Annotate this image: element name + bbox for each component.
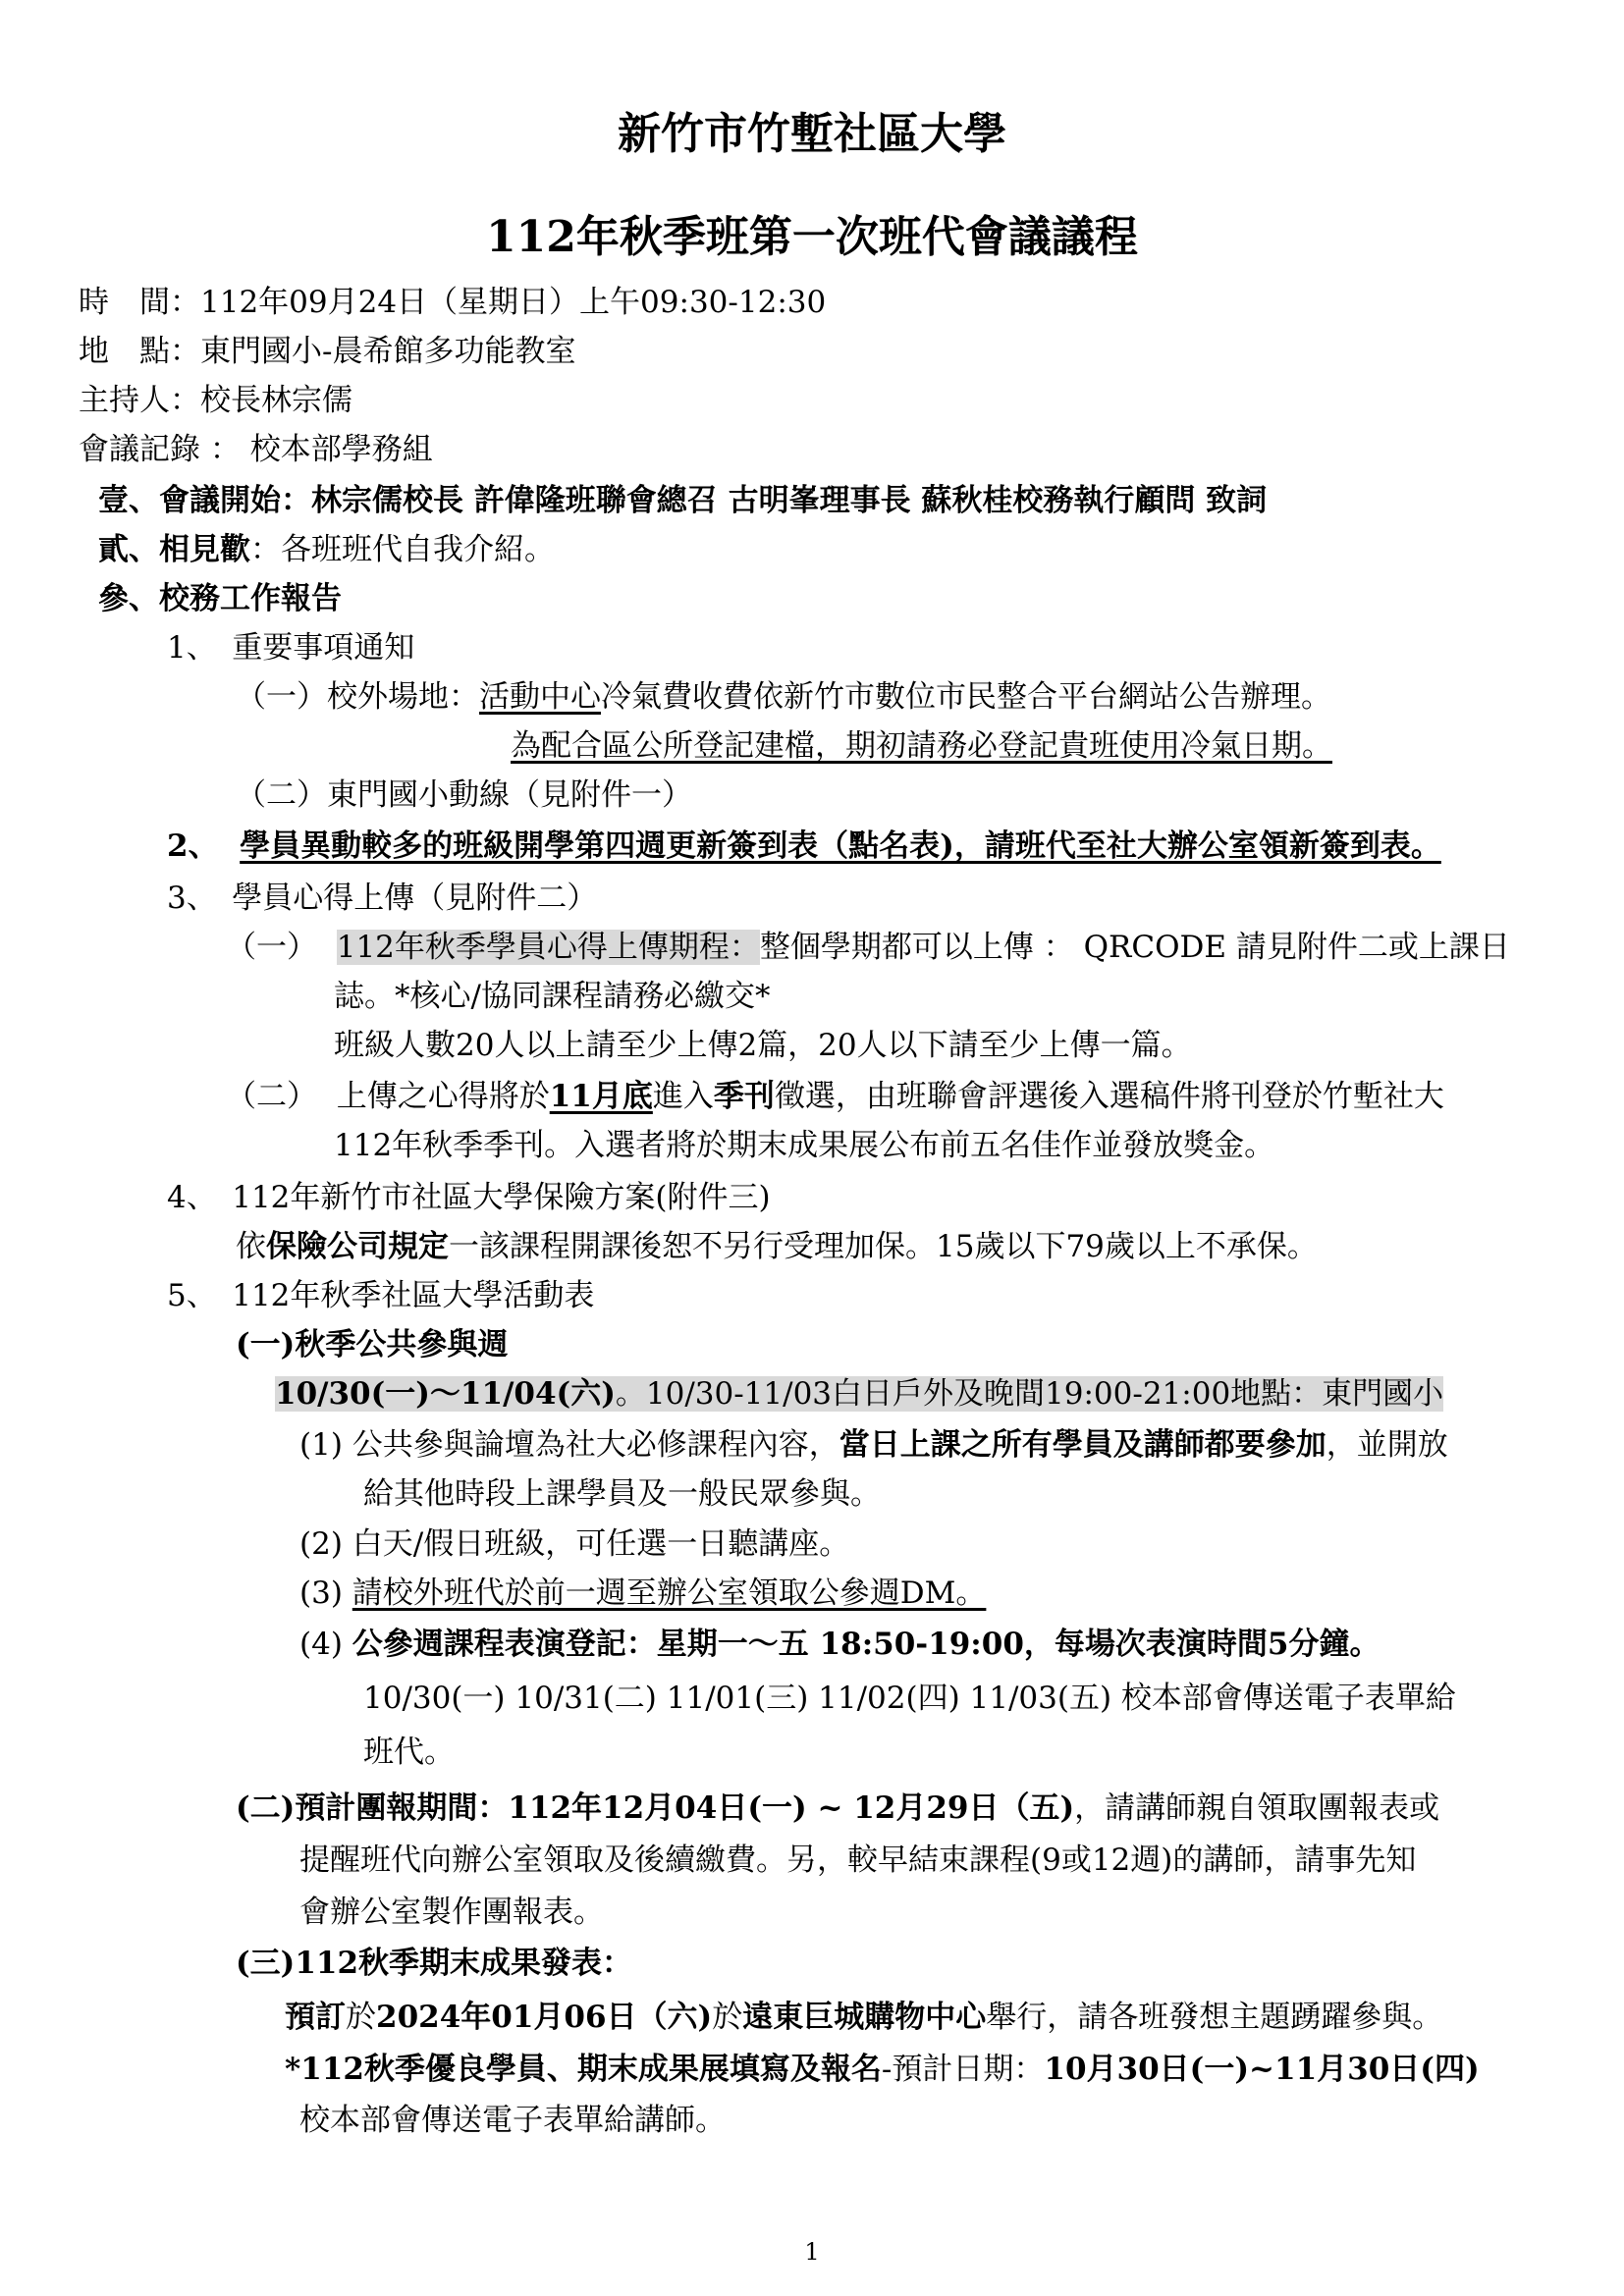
item-4-text: 依保險公司規定一該課程開課後恕不另行受理加保。15歲以下79歲以上不承保。 — [236, 1229, 1318, 1264]
meeting-recorder: 會議記錄 ： 校本部學務組 — [79, 432, 433, 467]
section-greeting: 貳、相見歡：各班班代自我介紹。 — [98, 532, 555, 567]
item-5-heading: 5、 112年秋季社區大學活動表 — [167, 1278, 595, 1313]
section-report: 參、校務工作報告 — [98, 581, 342, 616]
item-1a-line2: 為配合區公所登記建檔，期初請務必登記貴班使用冷氣日期。 — [511, 728, 1332, 764]
item-5a-p4-line2: 10/30(一) 10/31(二) 11/01(三) 11/02(四) 11/03(五) 校本部會傳送電子表單給 — [363, 1681, 1456, 1716]
item-5b-line2: 提醒班代向辦公室領取及後續繳費。另，較早結束課程(9或12週)的講師，請事先知 — [299, 1842, 1417, 1878]
item-3a-line2: 誌。*核心/協同課程請務必繳交* — [334, 979, 771, 1014]
item-3b: （二） 上傳之心得將於11月底進入季刊徵選，由班聯會評選後入選稿件將刊登於竹塹社大 — [226, 1079, 1444, 1114]
item-5c-text: 預訂於2024年01月06日（六)於遠東巨城購物中心舉行，請各班發想主題踴躍參與。 — [285, 2000, 1443, 2035]
item-5a-p4: (4) 公參週課程表演登記：星期一～五 18:50-19:00，每場次表演時間5分鐘。 — [299, 1627, 1380, 1662]
item-3-heading: 3、 學員心得上傳（見附件二） — [167, 881, 598, 916]
item-5a-p1: (1) 公共參與論壇為社大必修課程內容，當日上課之所有學員及講師都要參加，並開放 — [299, 1427, 1448, 1463]
item-5a-p4-line3: 班代。 — [363, 1735, 455, 1770]
item-5b: (二)預計團報期間：112年12月04日(一) ~ 12月29日（五)，請講師親自領取團報表或 — [236, 1790, 1440, 1826]
meeting-place: 地 點：東門國小-晨希館多功能教室 — [79, 334, 576, 369]
item-5a-p2: (2) 白天/假日班級，可任選一日聽講座。 — [299, 1526, 850, 1562]
item-2: 2、 學員異動較多的班級開學第四週更新簽到表（點名表)，請班代至社大辦公室領新簽到表。 — [167, 828, 1441, 864]
item-5a-p1-line2: 給其他時段上課學員及一般民眾參與。 — [363, 1476, 881, 1512]
item-5d-line2: 校本部會傳送電子表單給講師。 — [299, 2103, 726, 2138]
document-subtitle: 112年秋季班第一次班代會議議程 — [486, 212, 1138, 262]
item-5c-title: (三)112秋季期末成果發表： — [236, 1946, 633, 1981]
item-5b-line3: 會辦公室製作團報表。 — [299, 1895, 604, 1930]
item-3a-line3: 班級人數20人以上請至少上傳2篇，20人以下請至少上傳一篇。 — [334, 1028, 1192, 1063]
item-5a-title: (一)秋季公共參與週 — [236, 1327, 509, 1362]
page-number: 1 — [804, 2238, 820, 2266]
document-title: 新竹市竹塹社區大學 — [618, 109, 1006, 159]
section-opening: 壹、會議開始：林宗儒校長 許偉隆班聯會總召 古明峯理事長 蘇秋桂校務執行顧問 致詞 — [98, 483, 1268, 518]
item-1a: （一）校外場地：活動中心冷氣費收費依新竹市數位市民整合平台網站公告辦理。 — [236, 679, 1331, 715]
item-4-heading: 4、 112年新竹市社區大學保險方案(附件三) — [167, 1180, 771, 1215]
item-3a: （一） 112年秋季學員心得上傳期程：整個學期都可以上傳 ： QRCODE 請見附件二或上課日 — [226, 930, 1510, 965]
item-5a-date: 10/30(一)～11/04(六)。10/30-11/03白日戶外及晚間19:00-21:00地點：東門國小 — [275, 1376, 1444, 1412]
meeting-time: 時 間：112年09月24日（星期日）上午09:30-12:30 — [79, 285, 827, 320]
meeting-host: 主持人：校長林宗儒 — [79, 383, 352, 418]
item-1-heading: 1、 重要事項通知 — [167, 630, 415, 666]
item-3b-line2: 112年秋季季刊。入選者將於期末成果展公布前五名佳作並發放獎金。 — [334, 1128, 1275, 1163]
item-5d: *112秋季優良學員、期末成果展填寫及報名-預計日期：10月30日(一)~11月30日(四) — [285, 2052, 1480, 2087]
item-1b: （二）東門國小動線（見附件一） — [236, 777, 692, 813]
item-5a-p3: (3) 請校外班代於前一週至辦公室領取公參週DM。 — [299, 1575, 987, 1611]
